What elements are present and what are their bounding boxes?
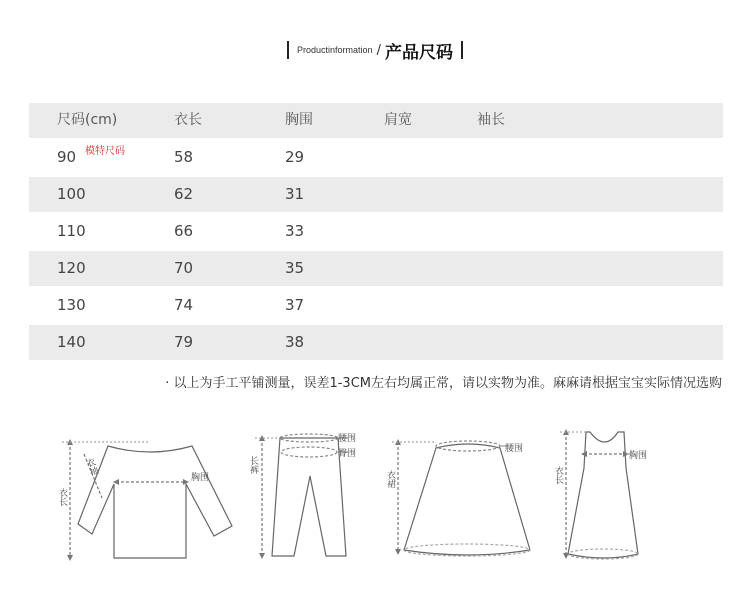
table-row	[29, 214, 723, 249]
cell-chest: 31	[285, 185, 305, 203]
model-size-note: 模特尺码	[85, 146, 125, 157]
cell-length: 62	[174, 185, 194, 203]
cell-length: 79	[174, 333, 194, 351]
table-row	[29, 325, 723, 360]
table-row	[29, 140, 723, 175]
cell-size: 140	[57, 333, 86, 351]
title-left-bar	[287, 41, 289, 59]
pants-hip-label: 臀围	[338, 449, 357, 459]
skirt-diagram	[392, 441, 530, 556]
pants-diagram	[255, 434, 348, 556]
top-sleeve-label: 衣袖	[83, 457, 99, 478]
header-sleeve: 袖长	[477, 112, 505, 128]
top-length-label: 衣长	[57, 488, 67, 506]
cell-chest: 37	[285, 296, 305, 314]
cell-length: 70	[174, 259, 194, 277]
cell-length: 66	[174, 222, 194, 240]
cell-size: 110	[57, 222, 86, 240]
measurement-diagrams	[0, 418, 750, 578]
cell-chest: 33	[285, 222, 305, 240]
table-header-row	[29, 103, 723, 138]
pants-length-label: 长裤	[248, 456, 258, 474]
title-slash: /	[376, 42, 381, 58]
cell-chest: 38	[285, 333, 305, 351]
cell-length: 58	[174, 148, 194, 166]
product-info-title	[0, 36, 750, 64]
garment-illustrations	[0, 418, 750, 578]
cell-length: 74	[174, 296, 194, 314]
top-chest-label: 胸围	[191, 473, 210, 483]
dress-chest-label: 胸围	[629, 451, 648, 461]
measurement-remark: · 以上为手工平铺测量，误差1-3CM左右均属正常，请以实物为准。麻麻请根据宝宝实际情况选购	[165, 376, 722, 391]
cell-size: 120	[57, 259, 86, 277]
table-row	[29, 251, 723, 286]
title-chinese: 产品尺码	[384, 42, 453, 63]
header-shoulder: 肩宽	[384, 112, 412, 128]
title-english: Productinformation	[297, 45, 373, 55]
table-row	[29, 177, 723, 212]
header-size: 尺码(cm)	[57, 112, 118, 128]
skirt-length-label: 衣裙	[385, 470, 395, 488]
cell-size: 90	[57, 148, 77, 166]
dress-diagram	[560, 432, 638, 559]
title-right-bar	[461, 41, 463, 59]
header-chest: 胸围	[285, 112, 313, 128]
table-row	[29, 288, 723, 323]
size-table	[29, 103, 723, 360]
cell-chest: 29	[285, 148, 305, 166]
cell-size: 100	[57, 185, 86, 203]
header-length: 衣长	[174, 112, 202, 128]
cell-size: 130	[57, 296, 86, 314]
skirt-waist-label: 腰围	[505, 444, 524, 454]
cell-chest: 35	[285, 259, 305, 277]
dress-length-label: 衣长	[553, 466, 563, 484]
pants-waist-label: 腰围	[338, 434, 357, 444]
